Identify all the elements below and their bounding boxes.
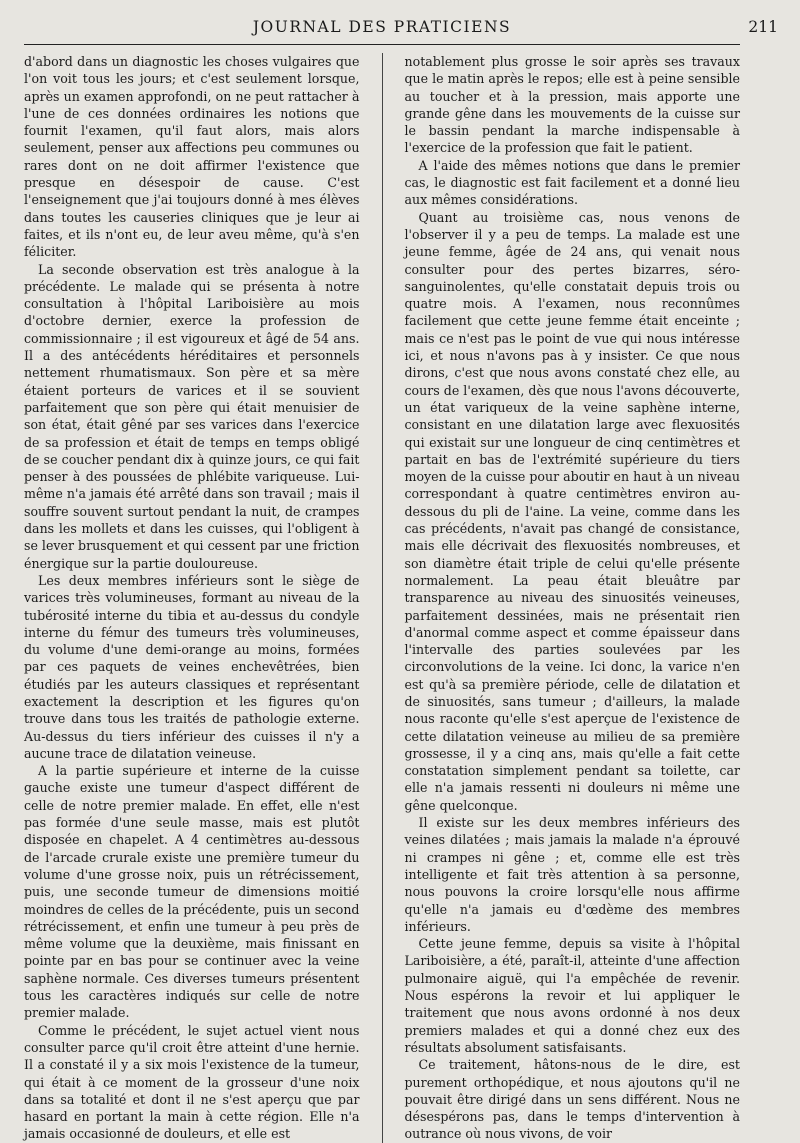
left-column <box>24 53 360 1143</box>
paragraph: d'abord dans un diagnostic les choses vulgaires que l'on voit tous les jours; et c'est seulement lorsque, après un examen approfondi, on ne peut rattacher à l'une de ces données ordinaires les notions que fournit l'examen, qu'il faut alors, mais alors seulement, penser aux affections peu communes ou rares dont on ne doit affirmer l'existence que presque en désespoir de cause. C'est l'enseignement que j'ai toujours donné à mes élèves dans toutes les causeries cliniques que je leur ai faites, et ils n'ont eu, de leur aveu même, qu'à s'en féliciter. <box>24 54 360 260</box>
paragraph: La seconde observation est très analogue à la précédente. Le malade qui se présenta à notre consultation à l'hôpital Lariboisière au mois d'octobre dernier, exerce la profession de commissionnaire ; il est vigoureux et âgé de 54 ans. Il a des antécédents héréditaires et personnels nettement rhumatismaux. Son père et sa mère étaient porteurs de varices et il se souvient parfaitement que son père qui était menuisier de son état, était gêné par ses varices dans l'exercice de sa profession et était de temps en temps obligé de se coucher pendant dix à quinze jours, ce qui fait penser à des poussées de phlébite variqueuse. Lui-même n'a jamais été arrêté dans son travail ; mais il souffre souvent surtout pendant la nuit, de crampes dans les mollets et dans les cuisses, qui l'obligent à se lever brusquement et qui cessent par une friction énergique sur la partie douloureuse. <box>24 261 360 571</box>
running-header <box>24 18 778 45</box>
right-column <box>405 53 741 1143</box>
paragraph: Les deux membres inférieurs sont le siège de varices très volumineuses, formant au niveau de la tubérosité interne du tibia et au-dessus du condyle interne du fémur des tumeurs très volumineuses, du volume d'une demi-orange au moins, formées par ces paquets de veines enchevêtrées, bien étudiés par les auteurs classiques et représentant exactement la description et les figures qu'on trouve dans tous les traités de pathologie externe. Au-dessus du tiers inférieur des cuisses il n'y a aucune trace de dilatation veineuse. <box>24 572 360 761</box>
paragraph: Comme le précédent, le sujet actuel vient nous consulter parce qu'il croit être atteint d'une hernie. Il a constaté il y a six mois l'existence de la tumeur, qui était à ce moment de la grosseur d'une noix dans sa totalité et dont il ne s'est aperçu que par hasard en portant la main à cette région. Elle n'a jamais occasionné de douleurs, et elle est <box>24 1022 360 1142</box>
paragraph: notablement plus grosse le soir après ses travaux que le matin après le repos; elle est à peine sensible au toucher et à la pression, mais apporte une grande gêne dans les mouvements de la cuisse sur le bassin pendant la marche indispensable à l'exercice de la profession que fait le patient. <box>404 54 740 156</box>
paragraph: A l'aide des mêmes notions que dans le premier cas, le diagnostic est fait facilement et a donné lieu aux mêmes considérations. <box>404 157 740 208</box>
journal-title: JOURNAL DES PRATICIENS <box>252 18 512 36</box>
paragraph: Quant au troisième cas, nous venons de l'observer il y a peu de temps. La malade est une jeune femme, âgée de 24 ans, qui venait nous consulter pour des pertes bizarres, séro-sanguinolentes, qu'elle constatait depuis trois ou quatre mois. A l'examen, nous reconnûmes facilement que cette jeune femme était enceinte ; mais ce n'est pas le point de vue qui nous intéresse ici, et nous n'avons pas à y insister. Ce que nous dirons, c'est que nous avons constaté chez elle, au cours de l'examen, dès que nous l'avons découverte, un état variqueux de la veine saphène interne, consistant en une dilatation large avec flexuosités qui existait sur une longueur de cinq centimètres et partait en bas de l'extrémité supérieure du tiers moyen de la cuisse pour aboutir en haut à un niveau correspondant à quatre centimètres environ au-dessous du pli de l'aine. La veine, comme dans les cas précédents, n'avait pas changé de consistance, mais elle décrivait des flexuosités nombreuses, et son diamètre était triple de celui qu'elle présente normalement. La peau était bleuâtre par transparence au niveau des sinuosités veineuses, parfaitement dessinées, mais ne présentait rien d'anormal comme aspect et comme épaisseur dans l'intervalle des parties soulevées par les circonvolutions de la veine. Ici donc, la varice n'en est qu'à sa première période, celle de dilatation et de sinuosités, sans tumeur ; d'ailleurs, la malade nous raconte qu'elle s'est aperçue de l'existence de cette dilatation veineuse au milieu de sa première grossesse, il y a cinq ans, mais qu'elle a fait cette constatation simplement pendant sa toilette, car elle n'a jamais ressenti ni douleurs ni même une gêne quelconque. <box>404 209 740 813</box>
paragraph: A la partie supérieure et interne de la cuisse gauche existe une tumeur d'aspect différent de celle de notre premier malade. En effet, elle n'est pas formée d'une seule masse, mais est plutôt disposée en chapelet. A 4 centimètres au-dessous de l'arcade crurale existe une première tumeur du volume d'une grosse noix, puis un rétrécissement, puis, une seconde tumeur de dimensions moitié moindres de celles de la précédente, puis un second rétrécissement, et enfin une tumeur à peu près de même volume que la deuxième, mais finissant en pointe par en bas pour se continuer avec la veine saphène normale. Ces diverses tumeurs présentent tous les caractères indiqués sur celle de notre premier malade. <box>24 763 360 1021</box>
column-divider <box>382 53 383 1143</box>
text-columns <box>24 53 740 1143</box>
paragraph: Il existe sur les deux membres inférieurs des veines dilatées ; mais jamais la malade n'a éprouvé ni crampes ni gêne ; et, comme elle est très intelligente et fait très attention à sa personne, nous pouvons la croire lorsqu'elle nous affirme qu'elle n'a jamais eu d'œdème des membres inférieurs. <box>404 815 740 934</box>
page-number: 211 <box>748 18 778 36</box>
paragraph: Cette jeune femme, depuis sa visite à l'hôpital Lariboisière, a été, paraît-il, atteinte d'une affection pulmonaire aiguë, qui l'a empêchée de revenir. Nous espérons la revoir et lui appliquer le traitement que nous avons ordonné à nos deux premiers malades et qui a donné chez eux des résultats absolument satisfaisants. <box>404 936 740 1055</box>
paragraph: Ce traitement, hâtons-nous de le dire, est purement orthopédique, et nous ajoutons qu'il ne pouvait être dirigé dans un sens différent. Nous ne désespérons pas, dans le temps d'intervention à outrance où nous vivons, de voir <box>404 1057 740 1142</box>
